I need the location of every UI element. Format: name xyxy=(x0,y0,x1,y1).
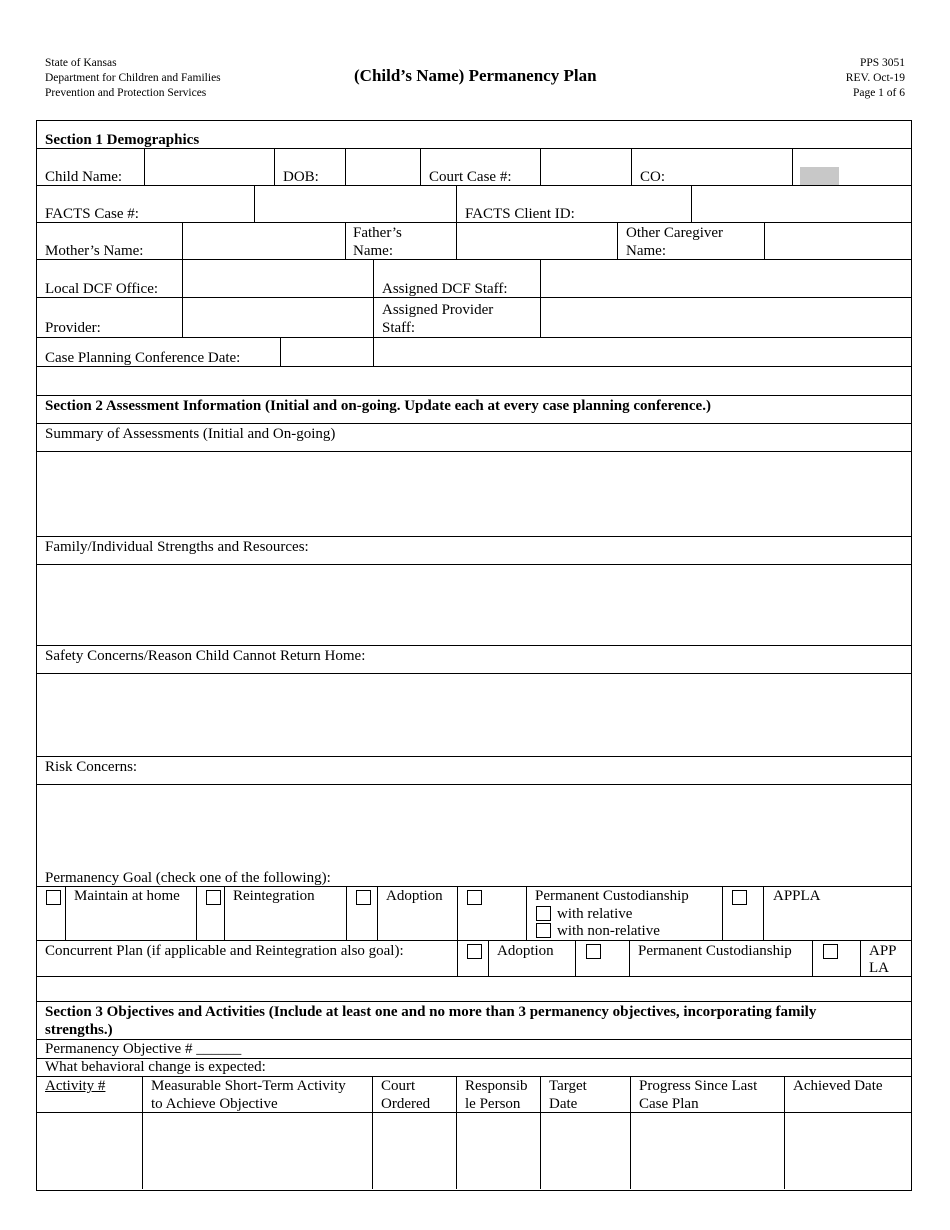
with-relative-checkbox[interactable] xyxy=(536,906,551,921)
child-name-label: Child Name: xyxy=(45,169,123,185)
local-office-label: Local DCF Office: xyxy=(45,281,159,297)
form-id-block xyxy=(846,56,905,101)
section1-heading: Section 1 Demographics xyxy=(45,132,200,148)
maintain-home-label: Maintain at home xyxy=(74,888,180,904)
target-date-cell[interactable] xyxy=(541,1113,629,1189)
conc-adoption-label: Adoption xyxy=(497,943,554,959)
form-title: (Child’s Name) Permanency Plan xyxy=(354,66,597,85)
activity-number-cell[interactable] xyxy=(37,1113,141,1189)
perm-cust-checkbox[interactable] xyxy=(467,890,482,905)
facts-case-label: FACTS Case #: xyxy=(45,206,139,222)
page-number: Page 1 of 6 xyxy=(852,87,905,99)
achieved-date-cell[interactable] xyxy=(785,1113,910,1189)
facts-client-field[interactable] xyxy=(692,186,910,222)
assigned-provider-field[interactable] xyxy=(541,298,910,337)
safety-label: Safety Concerns/Reason Child Cannot Return Home: xyxy=(45,648,366,664)
facts-client-label: FACTS Client ID: xyxy=(465,206,575,222)
reintegration-label: Reintegration xyxy=(233,888,315,904)
mothers-name-label: Mother’s Name: xyxy=(45,243,144,259)
strengths-field[interactable] xyxy=(37,565,910,644)
provider-label: Provider: xyxy=(45,320,101,336)
other-caregiver-label-2: Name: xyxy=(626,243,666,259)
co-label: CO: xyxy=(640,169,666,185)
with-nonrelative-checkbox[interactable] xyxy=(536,923,551,938)
fathers-name-field[interactable] xyxy=(457,223,616,259)
with-nonrelative-label: with non-relative xyxy=(557,923,660,939)
section3-heading-1: Section 3 Objectives and Activities (Include at least one and no more than 3 permanency objectives, incorporating family xyxy=(45,1004,817,1020)
col-resp-1: Responsib xyxy=(465,1078,528,1094)
col-activity: Activity # xyxy=(45,1078,106,1094)
concurrent-plan-label: Concurrent Plan (if applicable and Reintegration also goal): xyxy=(45,943,404,959)
court-ordered-cell[interactable] xyxy=(373,1113,455,1189)
reintegration-checkbox[interactable] xyxy=(206,890,221,905)
col-target-2: Date xyxy=(549,1096,578,1112)
perm-cust-label: Permanent Custodianship xyxy=(535,888,689,904)
facts-case-field[interactable] xyxy=(255,186,455,222)
col-achieved: Achieved Date xyxy=(793,1078,883,1094)
assigned-staff-field[interactable] xyxy=(541,260,910,297)
strengths-label: Family/Individual Strengths and Resources: xyxy=(45,539,309,555)
conc-appla-checkbox[interactable] xyxy=(823,944,838,959)
col-progress-2: Case Plan xyxy=(639,1096,699,1112)
assigned-provider-label-2: Staff: xyxy=(382,320,416,336)
col-measurable-1: Measurable Short-Term Activity xyxy=(151,1078,346,1094)
court-case-field[interactable] xyxy=(541,149,630,185)
cpc-date-field[interactable] xyxy=(281,338,372,366)
provider-field[interactable] xyxy=(183,298,372,337)
measurable-activity-cell[interactable] xyxy=(143,1113,371,1189)
conc-appla-label-2: LA xyxy=(869,960,889,976)
appla-checkbox[interactable] xyxy=(732,890,747,905)
behavioral-change-label: What behavioral change is expected: xyxy=(45,1059,266,1075)
col-court-1: Court xyxy=(381,1078,416,1094)
adoption-checkbox[interactable] xyxy=(356,890,371,905)
conc-appla-label-1: APP xyxy=(869,943,897,959)
risk-label: Risk Concerns: xyxy=(45,759,138,775)
permanency-goal-label: Permanency Goal (check one of the following): xyxy=(45,870,331,886)
fathers-name-label-2: Name: xyxy=(353,243,393,259)
progress-cell[interactable] xyxy=(631,1113,783,1189)
conc-perm-cust-checkbox[interactable] xyxy=(586,944,601,959)
col-progress-1: Progress Since Last xyxy=(639,1078,758,1094)
org-line-2: Department for Children and Families xyxy=(45,72,221,84)
org-line-1: State of Kansas xyxy=(45,57,117,69)
child-name-field[interactable] xyxy=(145,149,273,185)
col-target-1: Target xyxy=(549,1078,587,1094)
col-court-2: Ordered xyxy=(381,1096,431,1112)
local-office-field[interactable] xyxy=(183,260,372,297)
section2-heading: Section 2 Assessment Information (Initial and on-going. Update each at every case planning conference.) xyxy=(45,398,711,414)
conc-adoption-checkbox[interactable] xyxy=(467,944,482,959)
summary-field[interactable] xyxy=(37,453,910,535)
adoption-label: Adoption xyxy=(386,888,443,904)
dob-field[interactable] xyxy=(346,149,419,185)
col-resp-2: le Person xyxy=(465,1096,521,1112)
assigned-staff-label: Assigned DCF Staff: xyxy=(382,281,508,297)
mothers-name-field[interactable] xyxy=(183,223,344,259)
with-relative-label: with relative xyxy=(557,906,633,922)
court-case-label: Court Case #: xyxy=(429,169,512,185)
maintain-home-checkbox[interactable] xyxy=(46,890,61,905)
other-caregiver-field[interactable] xyxy=(765,223,910,259)
responsible-person-cell[interactable] xyxy=(457,1113,539,1189)
fathers-name-label-1: Father’s xyxy=(353,225,402,241)
section3-heading-2: strengths.) xyxy=(45,1022,113,1038)
cpc-date-label: Case Planning Conference Date: xyxy=(45,350,241,366)
risk-field[interactable] xyxy=(37,785,910,867)
perm-objective-label: Permanency Objective # ______ xyxy=(45,1041,242,1057)
co-field[interactable] xyxy=(800,167,839,185)
safety-field[interactable] xyxy=(37,674,910,755)
revision: REV. Oct-19 xyxy=(845,72,905,84)
col-measurable-2: to Achieve Objective xyxy=(151,1096,278,1112)
appla-label: APPLA xyxy=(773,888,821,904)
assigned-provider-label-1: Assigned Provider xyxy=(382,302,494,318)
agency-block xyxy=(45,56,221,101)
conc-perm-cust-label: Permanent Custodianship xyxy=(638,943,792,959)
org-line-3: Prevention and Protection Services xyxy=(45,87,207,99)
other-caregiver-label-1: Other Caregiver xyxy=(626,225,724,241)
form-number: PPS 3051 xyxy=(859,57,905,69)
summary-label: Summary of Assessments (Initial and On-going) xyxy=(45,426,336,442)
dob-label: DOB: xyxy=(283,169,319,185)
